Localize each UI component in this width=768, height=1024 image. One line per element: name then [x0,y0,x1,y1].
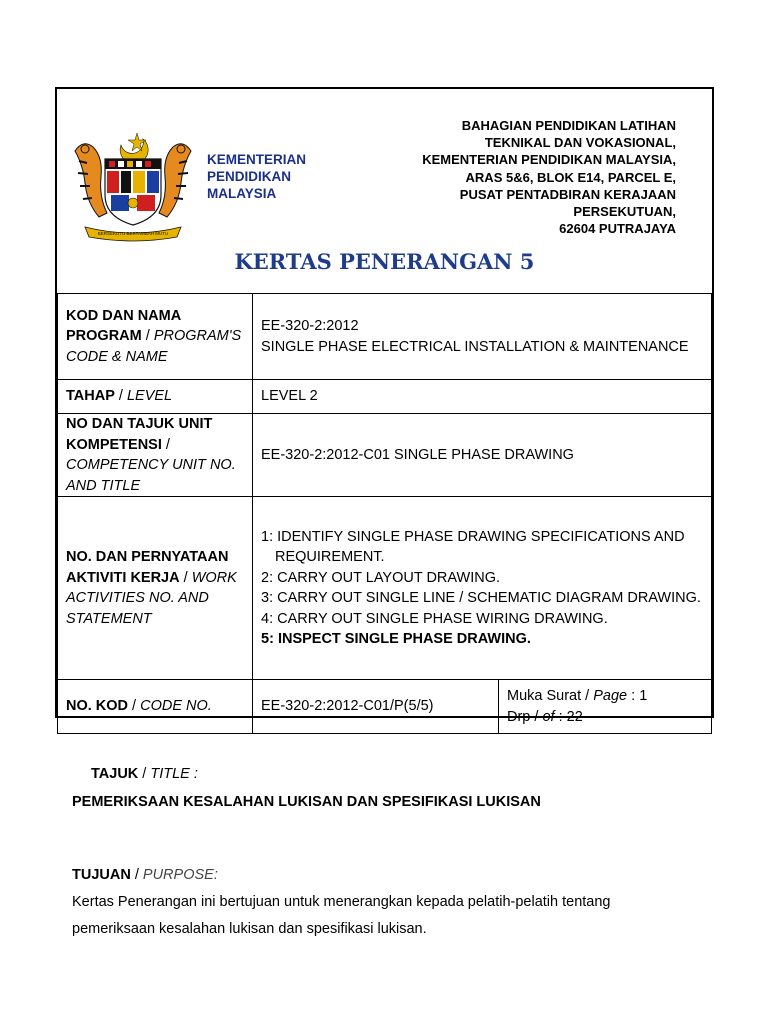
title-value: PEMERIKSAAN KESALAHAN LUKISAN DAN SPESIFIKASI LUKISAN [72,794,541,810]
activity-item [261,527,703,568]
label-separator: / [114,388,127,405]
label-bold: KOD DAN NAMA PROGRAM [66,307,181,345]
label-separator: / [130,867,143,883]
table-row-activities [58,497,712,680]
info-table [57,293,712,734]
activity-text: CARRY OUT LAYOUT DRAWING. [277,569,501,586]
address-line: PERSEKUTUAN, [573,204,676,220]
label-bold: TAHAP [66,388,115,405]
label-bold: NO. DAN PERNYATAAN AKTIVITI KERJA [66,549,229,586]
table-row-code [58,680,712,734]
label-bold: NO DAN TAJUK UNIT KOMPETENSI [66,416,213,453]
program-name: SINGLE PHASE ELECTRICAL INSTALLATION & MAINTENANCE [261,338,689,355]
coat-of-arms-logo [65,131,201,243]
document-frame [55,87,714,725]
label-bold: TUJUAN [72,867,131,883]
address-line: KEMENTERIAN PENDIDIKAN MALAYSIA, [422,152,676,168]
address-line: PUSAT PENTADBIRAN KERAJAAN [459,186,676,202]
page-info [499,680,711,733]
level-value: LEVEL 2 [253,380,712,414]
left-tiger [75,144,107,217]
label-bold: TAJUK [91,766,139,782]
address-line: ARAS 5&6, BLOK E14, PARCEL E, [465,169,676,185]
ministry-address [422,117,676,237]
page-total: Drp / of : 22 [507,708,583,725]
activity-list [261,527,703,650]
address-line: BAHAGIAN PENDIDIKAN LATIHAN [461,118,676,133]
label-separator: / [138,766,151,782]
ministry-line: PENDIDIKAN [207,169,292,184]
label-bold: NO. KOD [66,698,129,715]
ministry-name [207,151,306,202]
label-italic: WORK ACTIVITIES NO. AND STATEMENT [66,569,237,627]
crest-motto: BERSEKUTU BERTAMBAH MUTU [97,231,169,236]
label-italic: TITLE : [150,766,198,782]
program-value [253,294,712,380]
label-italic: PROGRAM'S CODE & NAME [66,328,242,365]
activity-number: 2: [261,569,274,586]
label-separator: / [141,328,154,345]
purpose-text-line-2: pemeriksaan kesalahan lukisan dan spesifikasi lukisan. [72,921,427,937]
address-line: TEKNIKAL DAN VOKASIONAL, [484,135,676,151]
activity-item [261,588,703,609]
activities-value [253,497,712,680]
code-split [253,680,711,733]
label-italic: LEVEL [126,388,173,405]
table-row-level [58,380,712,414]
document-title: KERTAS PENERANGAN 5 [234,249,535,274]
activity-number: 4: [261,610,274,627]
purpose-text-line-1: Kertas Penerangan ini bertujuan untuk menerangkan kepada pelatih-pelatih tentang [72,894,611,910]
label-italic: PURPOSE: [142,867,218,883]
label-separator: / [179,569,192,586]
activity-number: 1: [261,528,274,545]
label-italic: COMPETENCY UNIT NO. AND TITLE [66,457,236,494]
address-line: 62604 PUTRAJAYA [559,221,676,237]
purpose-heading [72,867,218,883]
page-number: Muka Surat / Page : 1 [507,688,648,704]
activity-text: INSPECT SINGLE PHASE DRAWING. [277,631,531,647]
ministry-line: MALAYSIA [207,186,277,201]
code-label [58,680,253,734]
program-label [58,294,253,380]
activity-item [261,568,703,589]
label-separator: / [128,698,141,715]
table-row-unit [58,414,712,497]
activity-number: 5: [261,631,274,647]
unit-value: EE-320-2:2012-C01 SINGLE PHASE DRAWING [253,414,712,497]
title-heading [91,766,198,782]
code-value: EE-320-2:2012-C01/P(5/5) [253,680,499,733]
label-separator: / [161,436,170,453]
label-italic: CODE NO. [140,698,212,715]
activity-item [261,609,703,630]
level-label [58,380,253,414]
table-row-program [58,294,712,380]
activity-text: CARRY OUT SINGLE LINE / SCHEMATIC DIAGRAM DRAWING. [277,590,701,606]
ministry-line: KEMENTERIAN [207,152,307,167]
activities-label [58,497,253,680]
activity-text: CARRY OUT SINGLE PHASE WIRING DRAWING. [277,610,608,627]
code-cell [253,680,712,734]
program-code: EE-320-2:2012 [261,318,359,334]
activity-text: IDENTIFY SINGLE PHASE DRAWING SPECIFICATIONS AND REQUIREMENT. [275,528,685,565]
document-header [57,89,712,293]
unit-label [58,414,253,497]
activity-item-current [261,629,703,650]
activity-number: 3: [261,590,274,606]
right-tiger [159,144,191,217]
